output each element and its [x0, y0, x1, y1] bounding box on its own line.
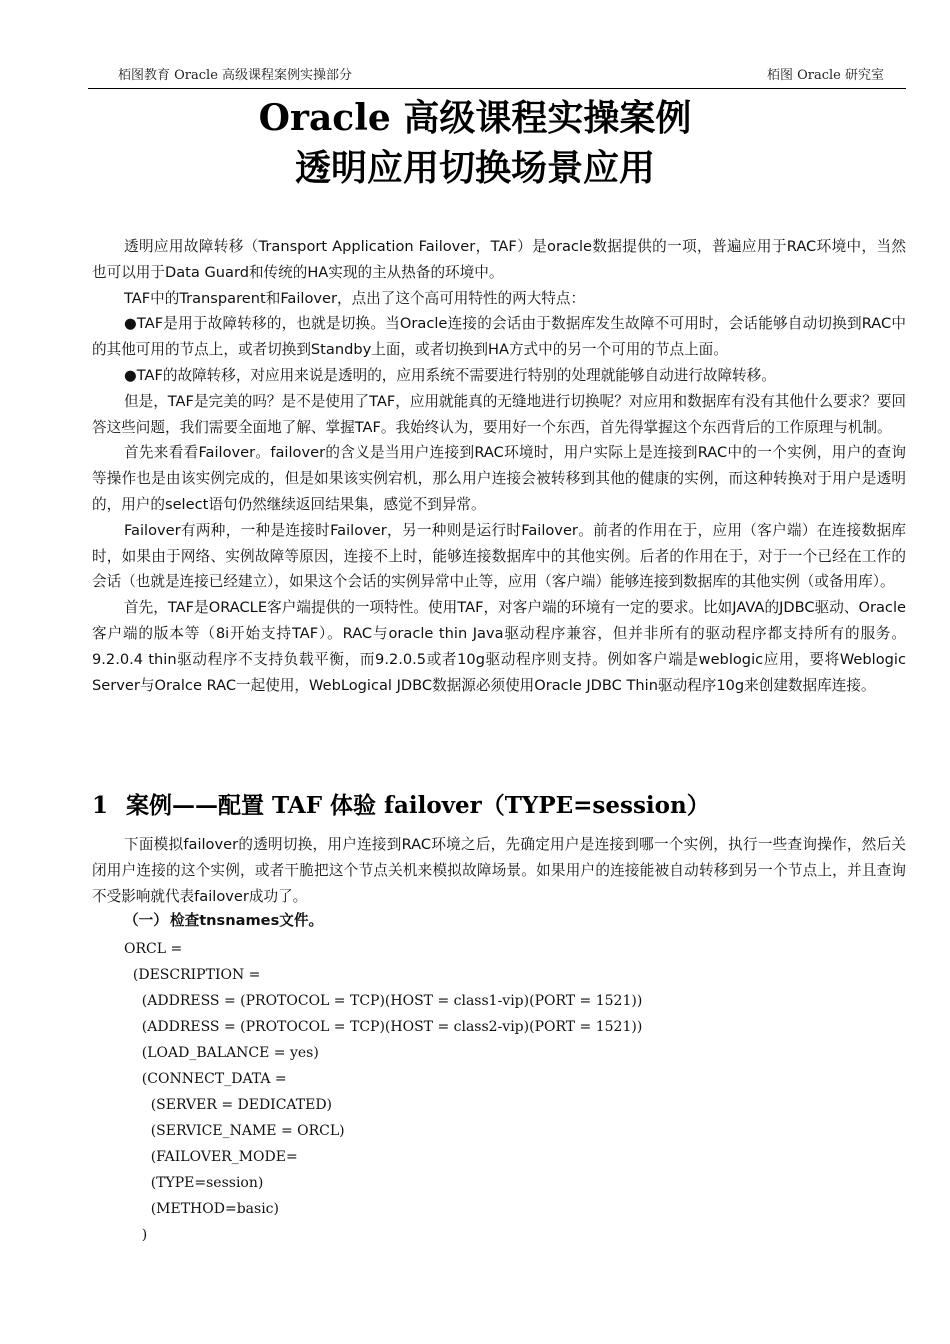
code-line: (CONNECT_DATA = — [124, 1071, 287, 1087]
subsection-title: 检查tnsnames文件。 — [170, 912, 324, 929]
code-line: (FAILOVER_MODE= — [124, 1149, 298, 1165]
page-header — [88, 66, 906, 89]
code-line: (SERVICE_NAME = ORCL) — [124, 1123, 345, 1139]
document-title-line2: 透明应用切换场景应用 — [294, 147, 655, 189]
header-right-text: 栢图 Oracle 研究室 — [766, 68, 884, 83]
code-line: (ADDRESS = (PROTOCOL = TCP)(HOST = class1-vip)(PORT = 1521)) — [124, 993, 643, 1009]
code-line: (LOAD_BALANCE = yes) — [124, 1045, 319, 1061]
bullet-paragraph: ●TAF是用于故障转移的，也就是切换。当Oracle连接的会话由于数据库发生故障不可用时，会话能够自动切换到RAC中的其他可用的节点上，或者切换到Standby上面，或者切换到HA方式中的另一个可用的节点上面。 — [92, 315, 906, 359]
bullet-paragraph: ●TAF的故障转移，对应用来说是透明的，应用系统不需要进行特别的处理就能够自动进行故障转移。 — [124, 366, 776, 384]
section-number: 1 — [92, 792, 109, 819]
code-line: (TYPE=session) — [124, 1175, 264, 1191]
code-line: (DESCRIPTION = — [124, 967, 261, 983]
paragraph: 首先来看看Failover。failover的含义是当用户连接到RAC环境时，用户实际上是连接到RAC中的一个实例，用户的查询等操作也是由该实例完成的，但是如果该实例宕机，那么用户连接会被转移到其他的健康的实例，而这种转换对于用户是透明的，用户的select语句仍然继续返回结果集，感觉不到异常。 — [92, 444, 906, 513]
header-left-text: 栢图教育 Oracle 高级课程案例实操部分 — [118, 68, 353, 83]
paragraph: 首先，TAF是ORACLE客户端提供的一项特性。使用TAF，对客户端的环境有一定的要求。比如JAVA的JDBC驱动、Oracle客户端的版本等（8i开始支持TAF）。RAC与oracle thin Java驱动程序兼容，但并非所有的驱动程序都支持所有的服务。9.2.0.4 thin驱动程序不支持负载平衡，而9.2.0.5或者10g驱动程序则支持。例如客户端是weblogic应用，要将Weblogic Server与Oralce RAC一起使用，WebLogical JDBC数据源必须使用Oracle JDBC Thin驱动程序10g来创建数据库连接。 — [92, 599, 906, 694]
section-title: 案例——配置 TAF 体验 failover（TYPE=session） — [126, 792, 710, 819]
section-paragraph: 下面模拟failover的透明切换，用户连接到RAC环境之后，先确定用户是连接到哪一个实例，执行一些查询操作，然后关闭用户连接的这个实例，或者干脆把这个节点关机来模拟故障场景。如果用户的连接能被自动转移到另一个节点上，并且查询不受影响就代表failover成功了。 — [92, 836, 906, 905]
code-line: ) — [124, 1227, 148, 1243]
subsection-heading — [124, 908, 323, 934]
code-line: ORCL = — [124, 941, 183, 957]
subsection-number: （一） — [124, 912, 168, 929]
section-heading — [92, 788, 710, 824]
code-line: (SERVER = DEDICATED) — [124, 1097, 333, 1113]
intro-body — [92, 234, 906, 698]
code-line: (ADDRESS = (PROTOCOL = TCP)(HOST = class2-vip)(PORT = 1521)) — [124, 1019, 643, 1035]
section-body — [92, 832, 906, 909]
paragraph: Failover有两种，一种是连接时Failover，另一种则是运行时Failover。前者的作用在于，应用（客户端）在连接数据库时，如果由于网络、实例故障等原因，连接不上时，能够连接数据库中的其他实例。后者的作用在于，对于一个已经在工作的会话（也就是连接已经建立），如果这个会话的实例异常中止等，应用（客户端）能够连接到数据库的其他实例（或备用库）。 — [92, 521, 906, 591]
code-line: (METHOD=basic) — [124, 1201, 279, 1217]
document-title-line1: Oracle 高级课程实操案例 — [258, 97, 692, 139]
code-block — [124, 936, 642, 1248]
paragraph: 透明应用故障转移（Transport Application Failover，TAF）是oracle数据提供的一项，普遍应用于RAC环境中，当然也可以用于Data Guard和传统的HA实现的主从热备的环境中。 — [92, 238, 906, 281]
paragraph: 但是，TAF是完美的吗？是不是使用了TAF，应用就能真的无缝地进行切换呢？对应用和数据库有没有其他什么要求？要回答这些问题，我们需要全面地了解、掌握TAF。我始终认为，要用好一个东西，首先得掌握这个东西背后的工作原理与机制。 — [92, 392, 907, 436]
paragraph: TAF中的Transparent和Failover，点出了这个高可用特性的两大特点： — [124, 289, 586, 307]
